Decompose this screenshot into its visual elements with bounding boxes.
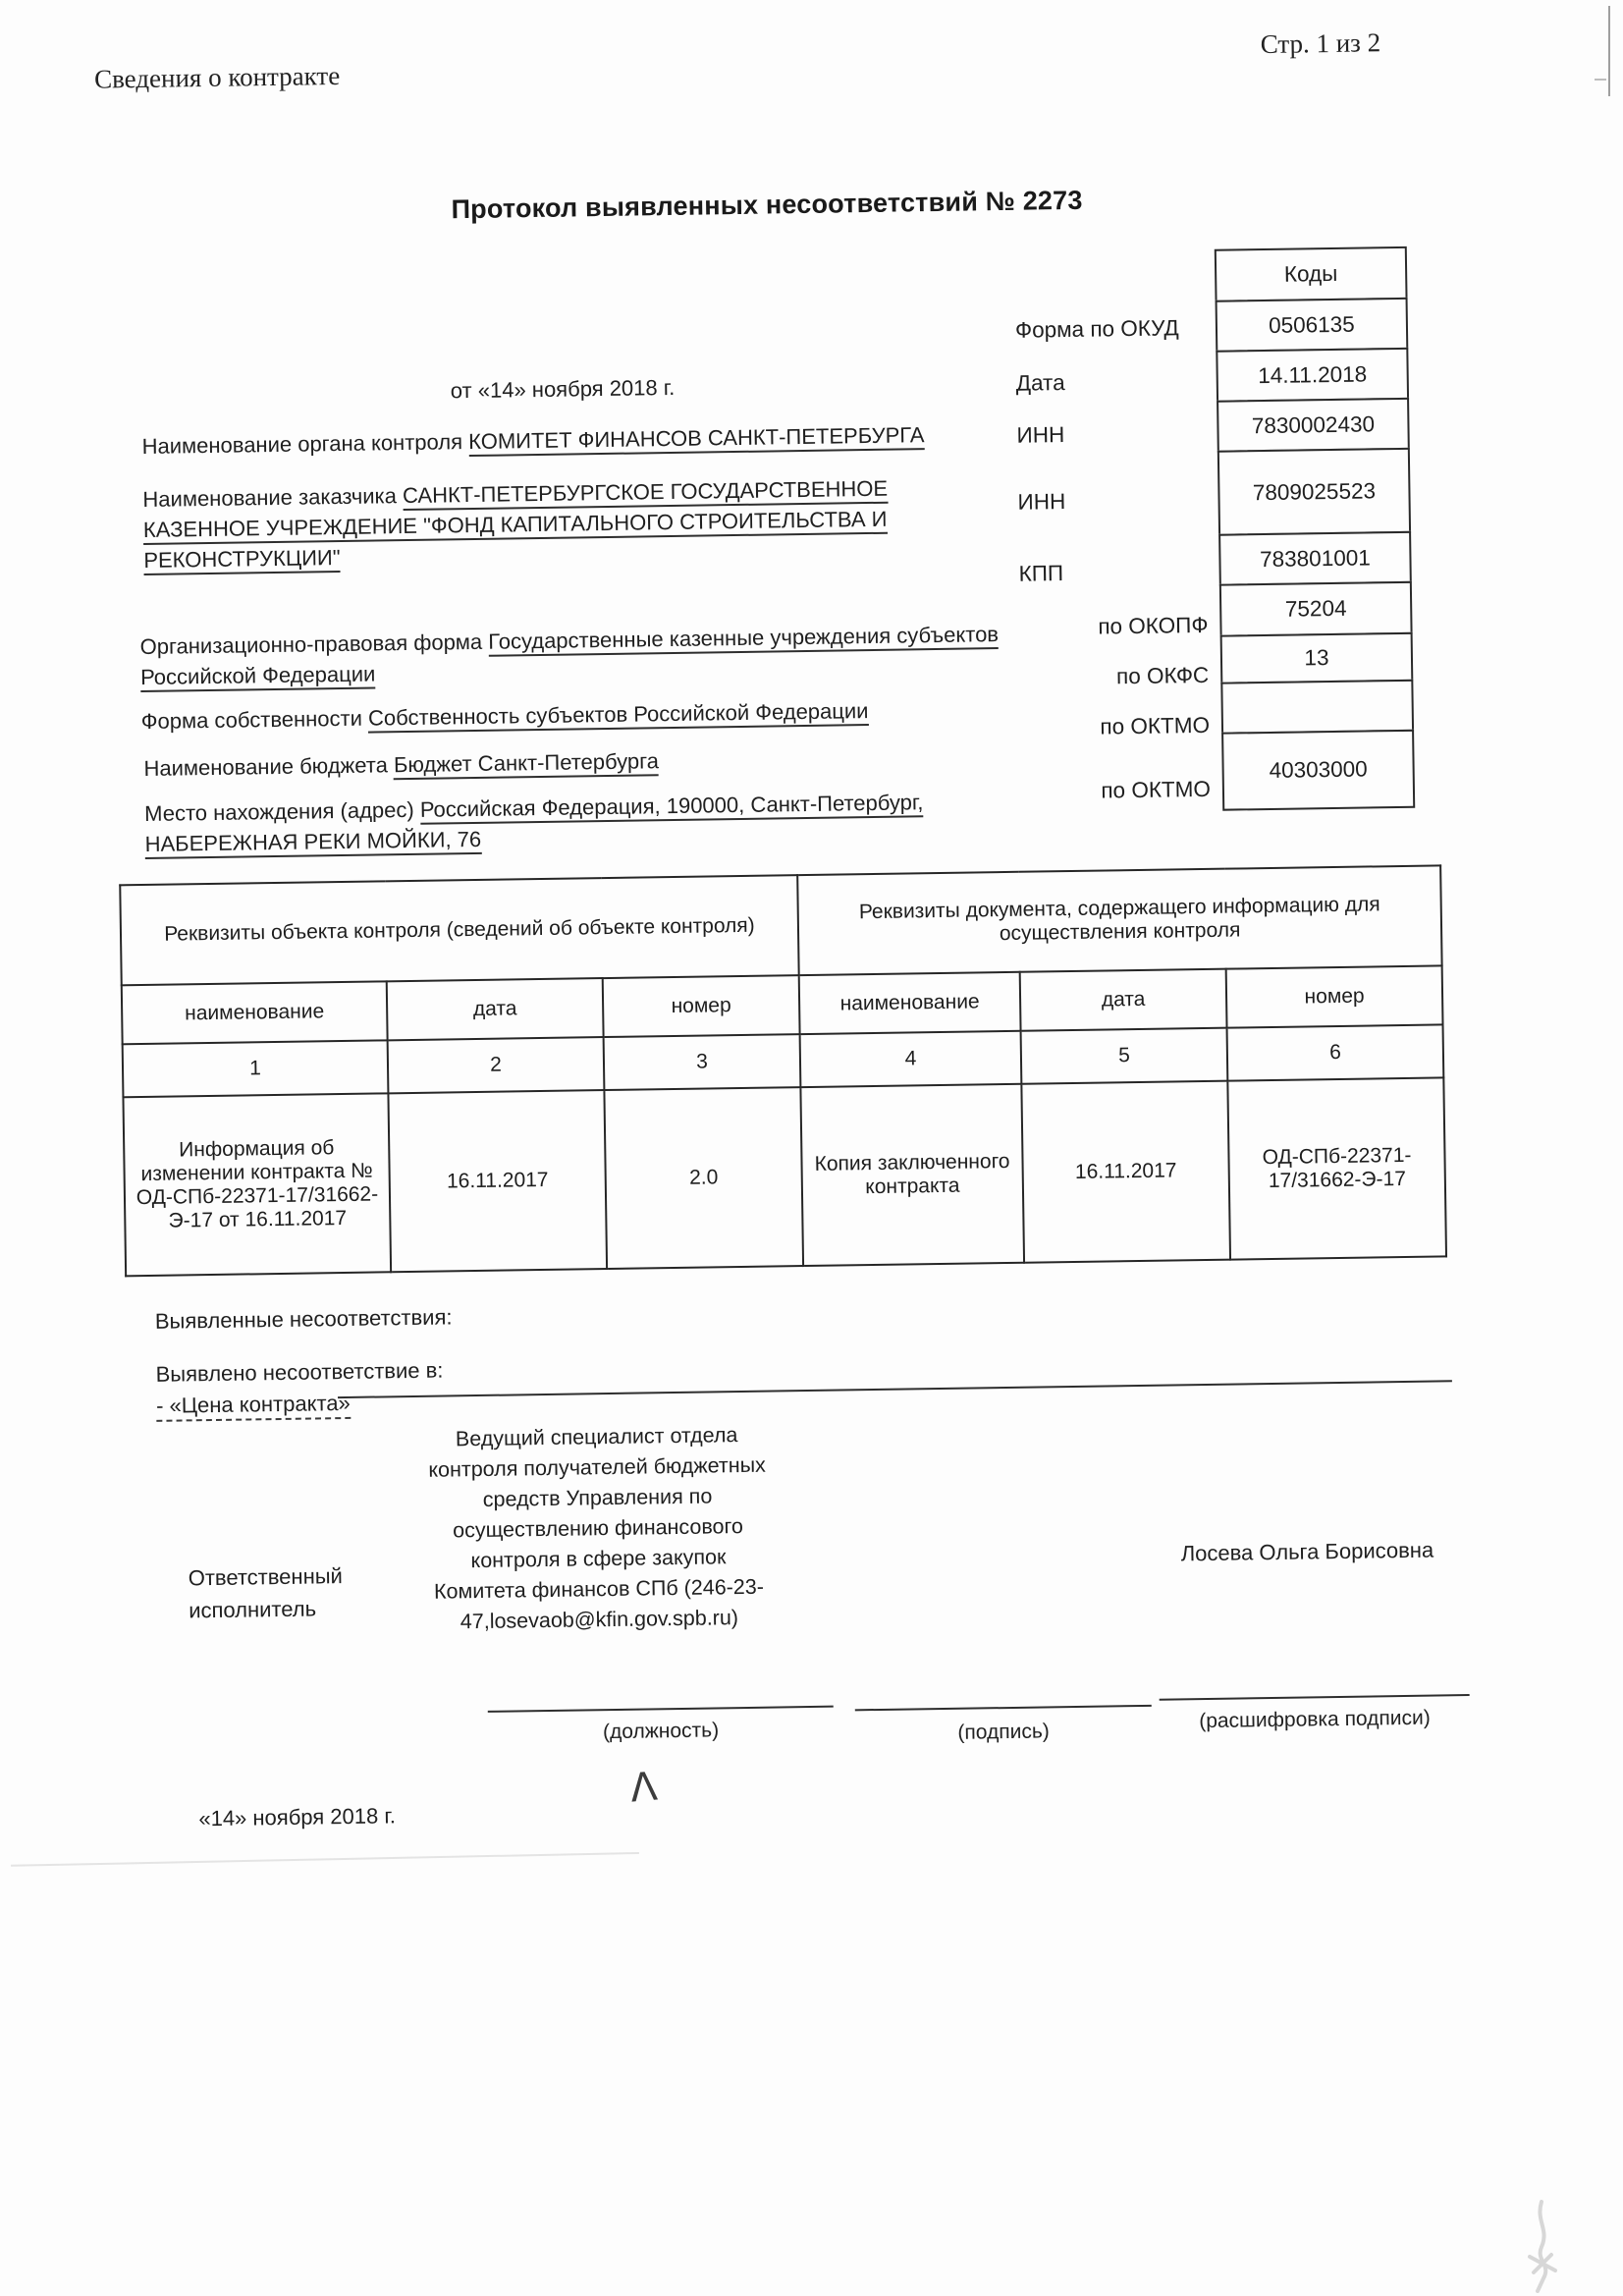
- group-header-object: Реквизиты объекта контроля (сведений об объекте контроля): [120, 875, 798, 985]
- col-header: дата: [1020, 969, 1227, 1031]
- code-oktmo1-label: по ОКТМО: [1100, 712, 1211, 739]
- code-okud-value: 0506135: [1216, 298, 1409, 353]
- code-inn1-value: 7830002430: [1217, 398, 1410, 453]
- cell-object-name: Информация об изменении контракта № ОД-СПб-22371-17/31662-Э-17 от 16.11.2017: [123, 1093, 391, 1276]
- code-okfs-label: по ОКФС: [1115, 662, 1210, 689]
- code-oktmo2-label: по ОКТМО: [1101, 776, 1212, 803]
- field-customer-value: САНКТ-ПЕТЕРБУРГСКОЕ ГОСУДАРСТВЕННОЕ КАЗЕННОЕ УЧРЕЖДЕНИЕ "ФОНД КАПИТАЛЬНОГО СТРОИТЕЛЬСТВА И РЕКОНСТРУКЦИИ": [143, 476, 889, 576]
- col-number: 3: [604, 1034, 801, 1090]
- col-header: номер: [1226, 965, 1443, 1027]
- cell-document-number: ОД-СПб-22371-17/31662-Э-17: [1227, 1077, 1446, 1259]
- code-date-label: Дата: [1015, 370, 1065, 396]
- table-row: [123, 1077, 1446, 1276]
- signature-caption: (подпись): [957, 1720, 1050, 1744]
- scan-fold-line: [11, 1852, 639, 1867]
- field-legal-form: [139, 619, 1009, 693]
- code-inn1-label: ИНН: [1016, 422, 1065, 448]
- cell-document-date: 16.11.2017: [1021, 1081, 1230, 1263]
- field-address-value: Российская Федерация, 190000, Санкт-Петербург, НАБЕРЕЖНАЯ РЕКИ МОЙКИ, 76: [144, 790, 923, 859]
- field-ownership-value: Собственность субъектов Российской Федерации: [368, 698, 869, 734]
- page-number: Стр. 1 из 2: [1260, 27, 1381, 60]
- field-ownership: [141, 693, 1010, 737]
- name-caption: (расшифровка подписи): [1199, 1706, 1431, 1733]
- field-customer: [142, 472, 968, 576]
- code-kpp-value: 783801001: [1218, 531, 1412, 586]
- code-okopf-label: по ОКОПФ: [1098, 612, 1209, 639]
- cell-document-name: Копия заключенного контракта: [800, 1084, 1024, 1266]
- scan-edge-artifact: [1608, 6, 1610, 96]
- finding-item-text: - «Цена контракта»: [156, 1391, 351, 1422]
- col-header: дата: [387, 978, 604, 1040]
- col-number: 6: [1227, 1024, 1444, 1080]
- field-control-body: [141, 418, 1020, 463]
- col-number: 5: [1021, 1028, 1228, 1084]
- code-okfs-value: 13: [1220, 632, 1414, 684]
- page-title: Протокол выявленных несоответствий № 2273: [451, 185, 1083, 225]
- field-legal-form-value: Государственные казенные учреждения субъектов Российской Федерации: [140, 622, 999, 692]
- position-caption: (должность): [602, 1719, 720, 1744]
- group-header-document: Реквизиты документа, содержащего информацию для осуществления контроля: [797, 865, 1441, 975]
- signer-name: Лосева Ольга Борисовна: [1180, 1537, 1434, 1566]
- field-address: [144, 786, 1034, 860]
- col-header: наименование: [122, 981, 388, 1044]
- col-number: 4: [800, 1031, 1022, 1087]
- field-budget: [143, 740, 1012, 784]
- position-underline: [488, 1706, 834, 1713]
- code-inn2-value: 7809025523: [1217, 448, 1411, 536]
- field-address-label: Место нахождения (адрес): [143, 796, 414, 826]
- field-customer-label: Наименование заказчика: [142, 483, 398, 512]
- bottom-date: «14» ноября 2018 г.: [198, 1803, 397, 1831]
- col-header: номер: [603, 975, 800, 1037]
- codes-header-cell: Коды: [1215, 246, 1408, 302]
- col-number: 2: [388, 1037, 605, 1093]
- field-budget-value: Бюджет Санкт-Петербурга: [394, 748, 659, 780]
- signer-position: Ведущий специалист отдела контроля получателей бюджетных средств Управления по осуществлению финансового контроля в сфере закупок Комитета финансов СПб (246-23-47,losevaob@kfin.gov.spb.ru): [428, 1423, 766, 1634]
- findings-line1: Выявлено несоответствие в:: [155, 1357, 444, 1387]
- code-okopf-value: 75204: [1219, 581, 1413, 637]
- codes-table: [1215, 246, 1415, 811]
- details-table: [119, 864, 1447, 1277]
- code-oktmo1-value: [1220, 680, 1414, 735]
- protocol-date-line: от «14» ноября 2018 г.: [450, 374, 676, 404]
- field-control-body-label: Наименование органа контроля: [141, 429, 463, 459]
- pen-mark: Λ: [628, 1764, 660, 1812]
- col-number: 1: [123, 1040, 389, 1097]
- document-context-label: Сведения о контракте: [93, 60, 341, 94]
- code-oktmo2-value: 40303000: [1221, 730, 1415, 811]
- field-control-body-value: КОМИТЕТ ФИНАНСОВ САНКТ-ПЕТЕРБУРГА: [468, 422, 925, 457]
- code-kpp-label: КПП: [1018, 561, 1064, 586]
- field-ownership-label: Форма собственности: [140, 705, 363, 735]
- findings-heading: Выявленные несоответствия:: [154, 1304, 453, 1334]
- code-date-value: 14.11.2018: [1216, 348, 1409, 403]
- field-legal-form-label: Организационно-правовая форма: [139, 629, 483, 660]
- name-line: [1160, 1694, 1470, 1701]
- code-okud-label: Форма по ОКУД: [1014, 315, 1179, 343]
- col-header: наименование: [799, 972, 1021, 1034]
- responsible-role-label: Ответственный исполнитель: [188, 1563, 344, 1623]
- signature-line: [855, 1705, 1152, 1711]
- code-inn2-label: ИНН: [1017, 489, 1066, 515]
- cell-object-date: 16.11.2017: [388, 1090, 607, 1272]
- details-table-wrapper: [119, 864, 1447, 1277]
- field-budget-label: Наименование бюджета: [143, 752, 389, 781]
- cell-object-number: 2.0: [604, 1087, 803, 1269]
